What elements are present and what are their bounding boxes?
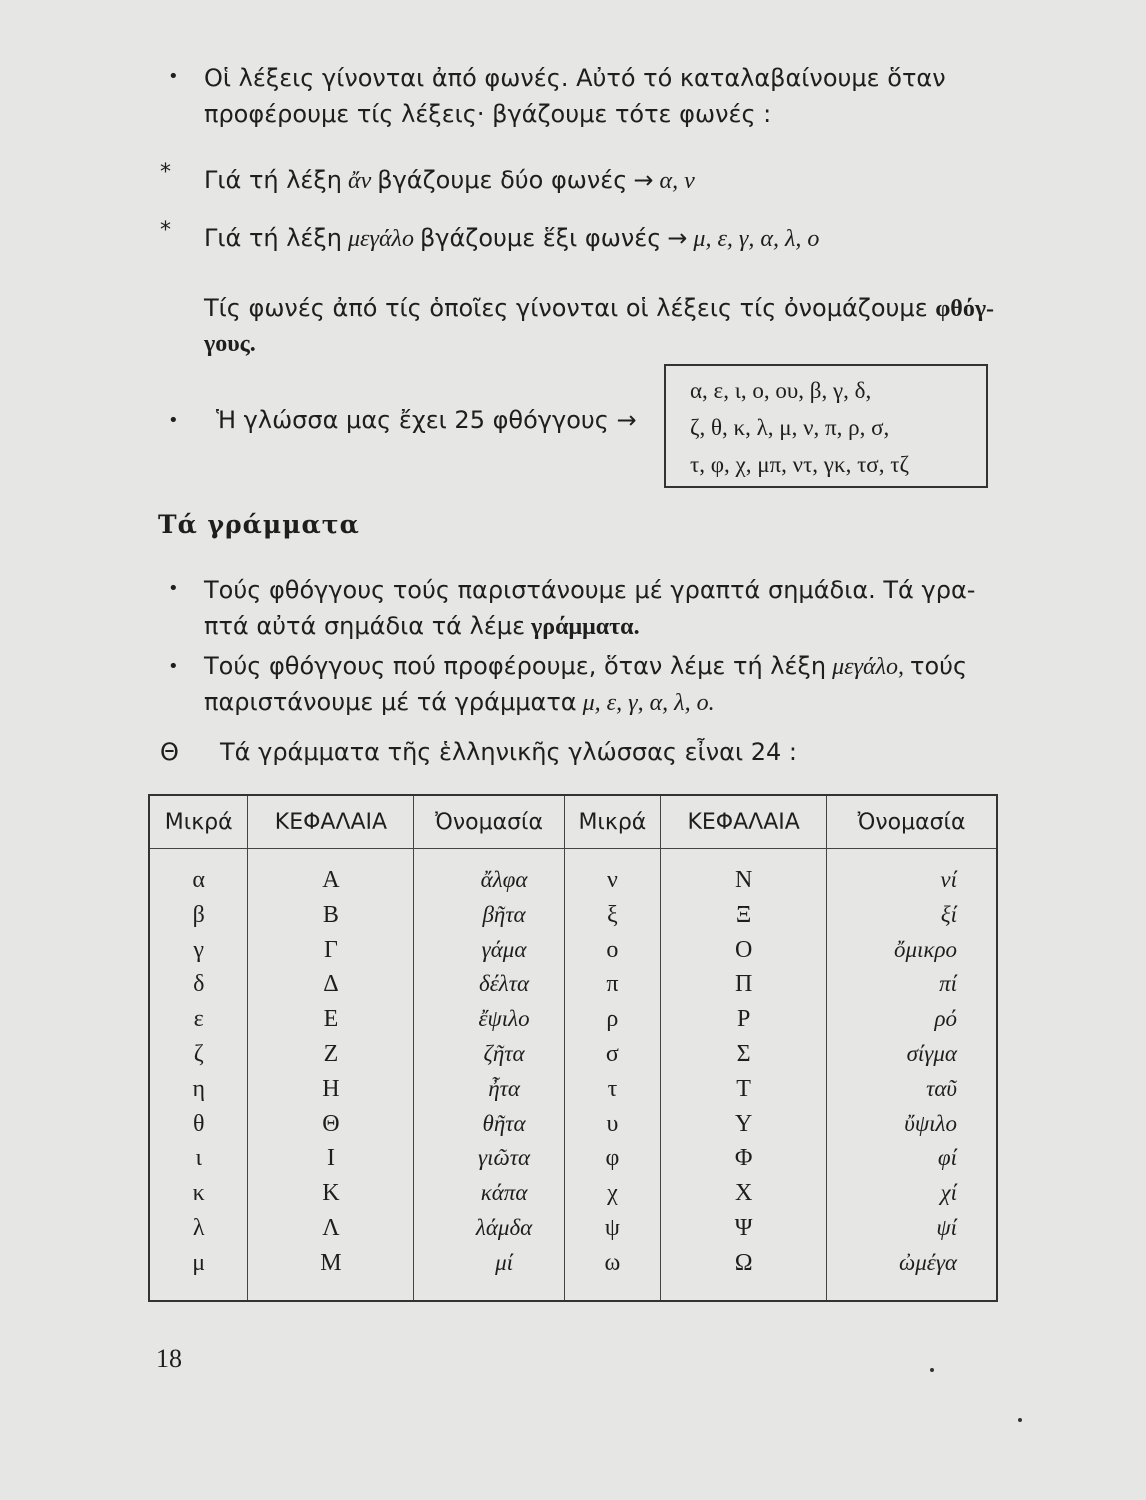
phonemes-box: α, ε, ι, ο, ου, β, γ, δ, ζ, θ, κ, λ, μ, ν, π, ρ, σ, τ, φ, χ, μπ, ντ, γκ, τσ, τζ xyxy=(664,364,988,488)
letter-name: ρό xyxy=(934,1006,957,1032)
arrow-icon: → xyxy=(616,406,637,434)
letter-small: υ xyxy=(606,1110,619,1137)
right-capital-column xyxy=(661,849,827,1302)
section-heading: Τά γράμματα xyxy=(158,510,360,539)
phonemes-count: Ἡ γλώσσα μας ἔχει 25 φθόγγους → xyxy=(216,406,637,434)
table-header-row xyxy=(149,795,997,849)
letter-small: ζ xyxy=(193,1040,204,1067)
letter-capital: Ζ xyxy=(323,1040,339,1067)
letter-capital: Δ xyxy=(323,971,339,998)
letter-small: ψ xyxy=(604,1214,620,1241)
letter-small: κ xyxy=(192,1180,205,1207)
letter-capital: Α xyxy=(322,867,340,893)
letter-small: λ xyxy=(192,1214,205,1241)
bullet: • xyxy=(168,656,179,677)
letter-capital: Ω xyxy=(734,1249,753,1276)
bullet: • xyxy=(168,578,179,599)
letter-small: μ xyxy=(192,1249,206,1276)
letter-small: χ xyxy=(607,1180,618,1207)
page-number: 18 xyxy=(156,1344,182,1373)
letter-small: π xyxy=(606,971,619,998)
letter-small: θ xyxy=(192,1110,205,1137)
intro-line-1: Οἱ λέξεις γίνονται ἀπό φωνές. Αὐτό τό καταλαβαίνουμε ὅταν xyxy=(204,64,946,92)
letter-name: ζῆτα xyxy=(483,1040,525,1066)
left-small-column xyxy=(149,849,248,1302)
letter-name: σίγμα xyxy=(906,1040,957,1066)
letter-small: ν xyxy=(606,867,618,893)
column-header: Μικρά xyxy=(564,795,660,849)
letter-name: ἔψιλο xyxy=(478,1006,530,1032)
letter-small: β xyxy=(192,901,205,928)
letter-capital: Σ xyxy=(736,1040,751,1067)
letter-name: κάπα xyxy=(480,1180,528,1206)
letters-p2-line-2: παριστάνουμε μέ τά γράμματα μ, ε, γ, α, λ, ο. xyxy=(204,688,715,716)
letter-name: ξί xyxy=(940,901,957,927)
alphabet-table xyxy=(148,794,998,1302)
letter-small: δ xyxy=(193,971,205,998)
bullet: • xyxy=(168,410,179,431)
column-header: Ὀνομασία xyxy=(414,795,564,849)
letter-name: γάμα xyxy=(481,936,527,962)
letter-capital: Φ xyxy=(734,1145,753,1172)
asterisk-marker: * xyxy=(160,218,171,243)
letter-name: ὄμικρο xyxy=(893,936,957,962)
bullet: • xyxy=(168,66,179,87)
intro-line-2: προφέρουμε τίς λέξεις· βγάζουμε τότε φωνές : xyxy=(204,100,772,128)
letters-p1-line-1: Τούς φθόγγους τούς παριστάνουμε μέ γραπτά σημάδια. Τά γρα- xyxy=(204,576,976,604)
letter-capital: Ι xyxy=(326,1145,335,1172)
letter-name: μί xyxy=(495,1249,514,1275)
theta-marker: Θ xyxy=(160,738,179,766)
letter-name: ἄλφα xyxy=(480,867,528,892)
letter-small: γ xyxy=(193,936,205,963)
right-small-column xyxy=(564,849,660,1302)
letter-name: φί xyxy=(937,1145,957,1171)
letter-small: ρ xyxy=(606,1006,619,1033)
letters-p2-line-1: Τούς φθόγγους πού προφέρουμε, ὅταν λέμε τή λέξη μεγάλο, τούς xyxy=(204,652,968,680)
speck xyxy=(1018,1418,1022,1422)
letter-small: ω xyxy=(604,1249,621,1276)
letter-capital: Π xyxy=(734,971,753,998)
letter-small: η xyxy=(192,1075,205,1102)
letter-name: ὠμέγα xyxy=(899,1249,957,1275)
example-an: Γιά τή λέξη ἄν βγάζουμε δύο φωνές → α, ν xyxy=(204,166,695,194)
example-megalo: Γιά τή λέξη μεγάλο βγάζουμε ἕξι φωνές → μ, ε, γ, α, λ, ο xyxy=(204,224,820,252)
column-header: ΚΕΦΑΛΑΙΑ xyxy=(248,795,414,849)
speck xyxy=(930,1368,934,1372)
letter-capital: Τ xyxy=(736,1075,751,1102)
letter-small: ι xyxy=(195,1145,202,1172)
letter-capital: Γ xyxy=(324,936,338,963)
letter-capital: Λ xyxy=(322,1214,340,1241)
letter-small: ο xyxy=(606,936,619,963)
letters-p1-line-2: πτά αὐτά σημάδια τά λέμε γράμματα. xyxy=(204,612,640,640)
column-header: ΚΕΦΑΛΑΙΑ xyxy=(661,795,827,849)
letter-capital: Ξ xyxy=(735,901,752,928)
column-header: Ὀνομασία xyxy=(827,795,997,849)
letter-small: α xyxy=(192,867,205,893)
letter-name: νί xyxy=(940,867,957,892)
letter-capital: Η xyxy=(322,1075,340,1102)
letter-name: πί xyxy=(939,971,957,997)
letter-capital: Χ xyxy=(734,1180,753,1207)
letter-capital: Ν xyxy=(734,867,753,893)
letter-capital: Ο xyxy=(734,936,753,963)
arrow-icon: → xyxy=(633,166,654,194)
column-header: Μικρά xyxy=(149,795,248,849)
alphabet-intro: Θ Τά γράμματα τῆς ἑλληνικῆς γλώσσας εἶναι 24 : xyxy=(160,738,797,766)
letter-small: τ xyxy=(607,1075,618,1102)
letter-name: ψί xyxy=(936,1214,957,1240)
letter-capital: Υ xyxy=(734,1110,753,1137)
letter-name: λάμδα xyxy=(475,1214,533,1240)
left-capital-column xyxy=(248,849,414,1302)
letter-name: χί xyxy=(940,1180,957,1206)
right-names-column xyxy=(827,849,997,1302)
letter-capital: Ρ xyxy=(736,1006,751,1033)
letter-capital: Μ xyxy=(320,1249,342,1276)
letter-name: δέλτα xyxy=(479,971,530,997)
table-body-row xyxy=(149,849,997,1302)
letter-name: ἦτα xyxy=(488,1075,520,1101)
letter-capital: Ψ xyxy=(734,1214,753,1241)
letter-capital: Κ xyxy=(322,1180,340,1207)
letter-capital: Θ xyxy=(322,1110,340,1137)
letter-name: βῆτα xyxy=(482,901,526,927)
letter-capital: Β xyxy=(322,901,339,928)
letter-name: γιῶτα xyxy=(478,1145,531,1171)
letter-small: σ xyxy=(605,1040,619,1067)
asterisk-marker: * xyxy=(160,160,171,185)
letter-small: ξ xyxy=(607,901,618,928)
letter-name: ὔψιλο xyxy=(904,1110,957,1136)
phonemes-definition-line-1: Τίς φωνές ἀπό τίς ὁποῖες γίνονται οἱ λέξεις τίς ὀνομάζουμε φθόγ- xyxy=(204,294,995,322)
letter-name: θῆτα xyxy=(482,1110,526,1136)
arrow-icon: → xyxy=(667,224,688,252)
letter-small: ε xyxy=(193,1006,204,1033)
phonemes-definition-line-2: γους. xyxy=(204,331,256,357)
letter-capital: Ε xyxy=(323,1006,339,1033)
left-names-column xyxy=(414,849,564,1302)
letter-name: ταῦ xyxy=(926,1075,957,1101)
letter-small: φ xyxy=(605,1145,620,1172)
